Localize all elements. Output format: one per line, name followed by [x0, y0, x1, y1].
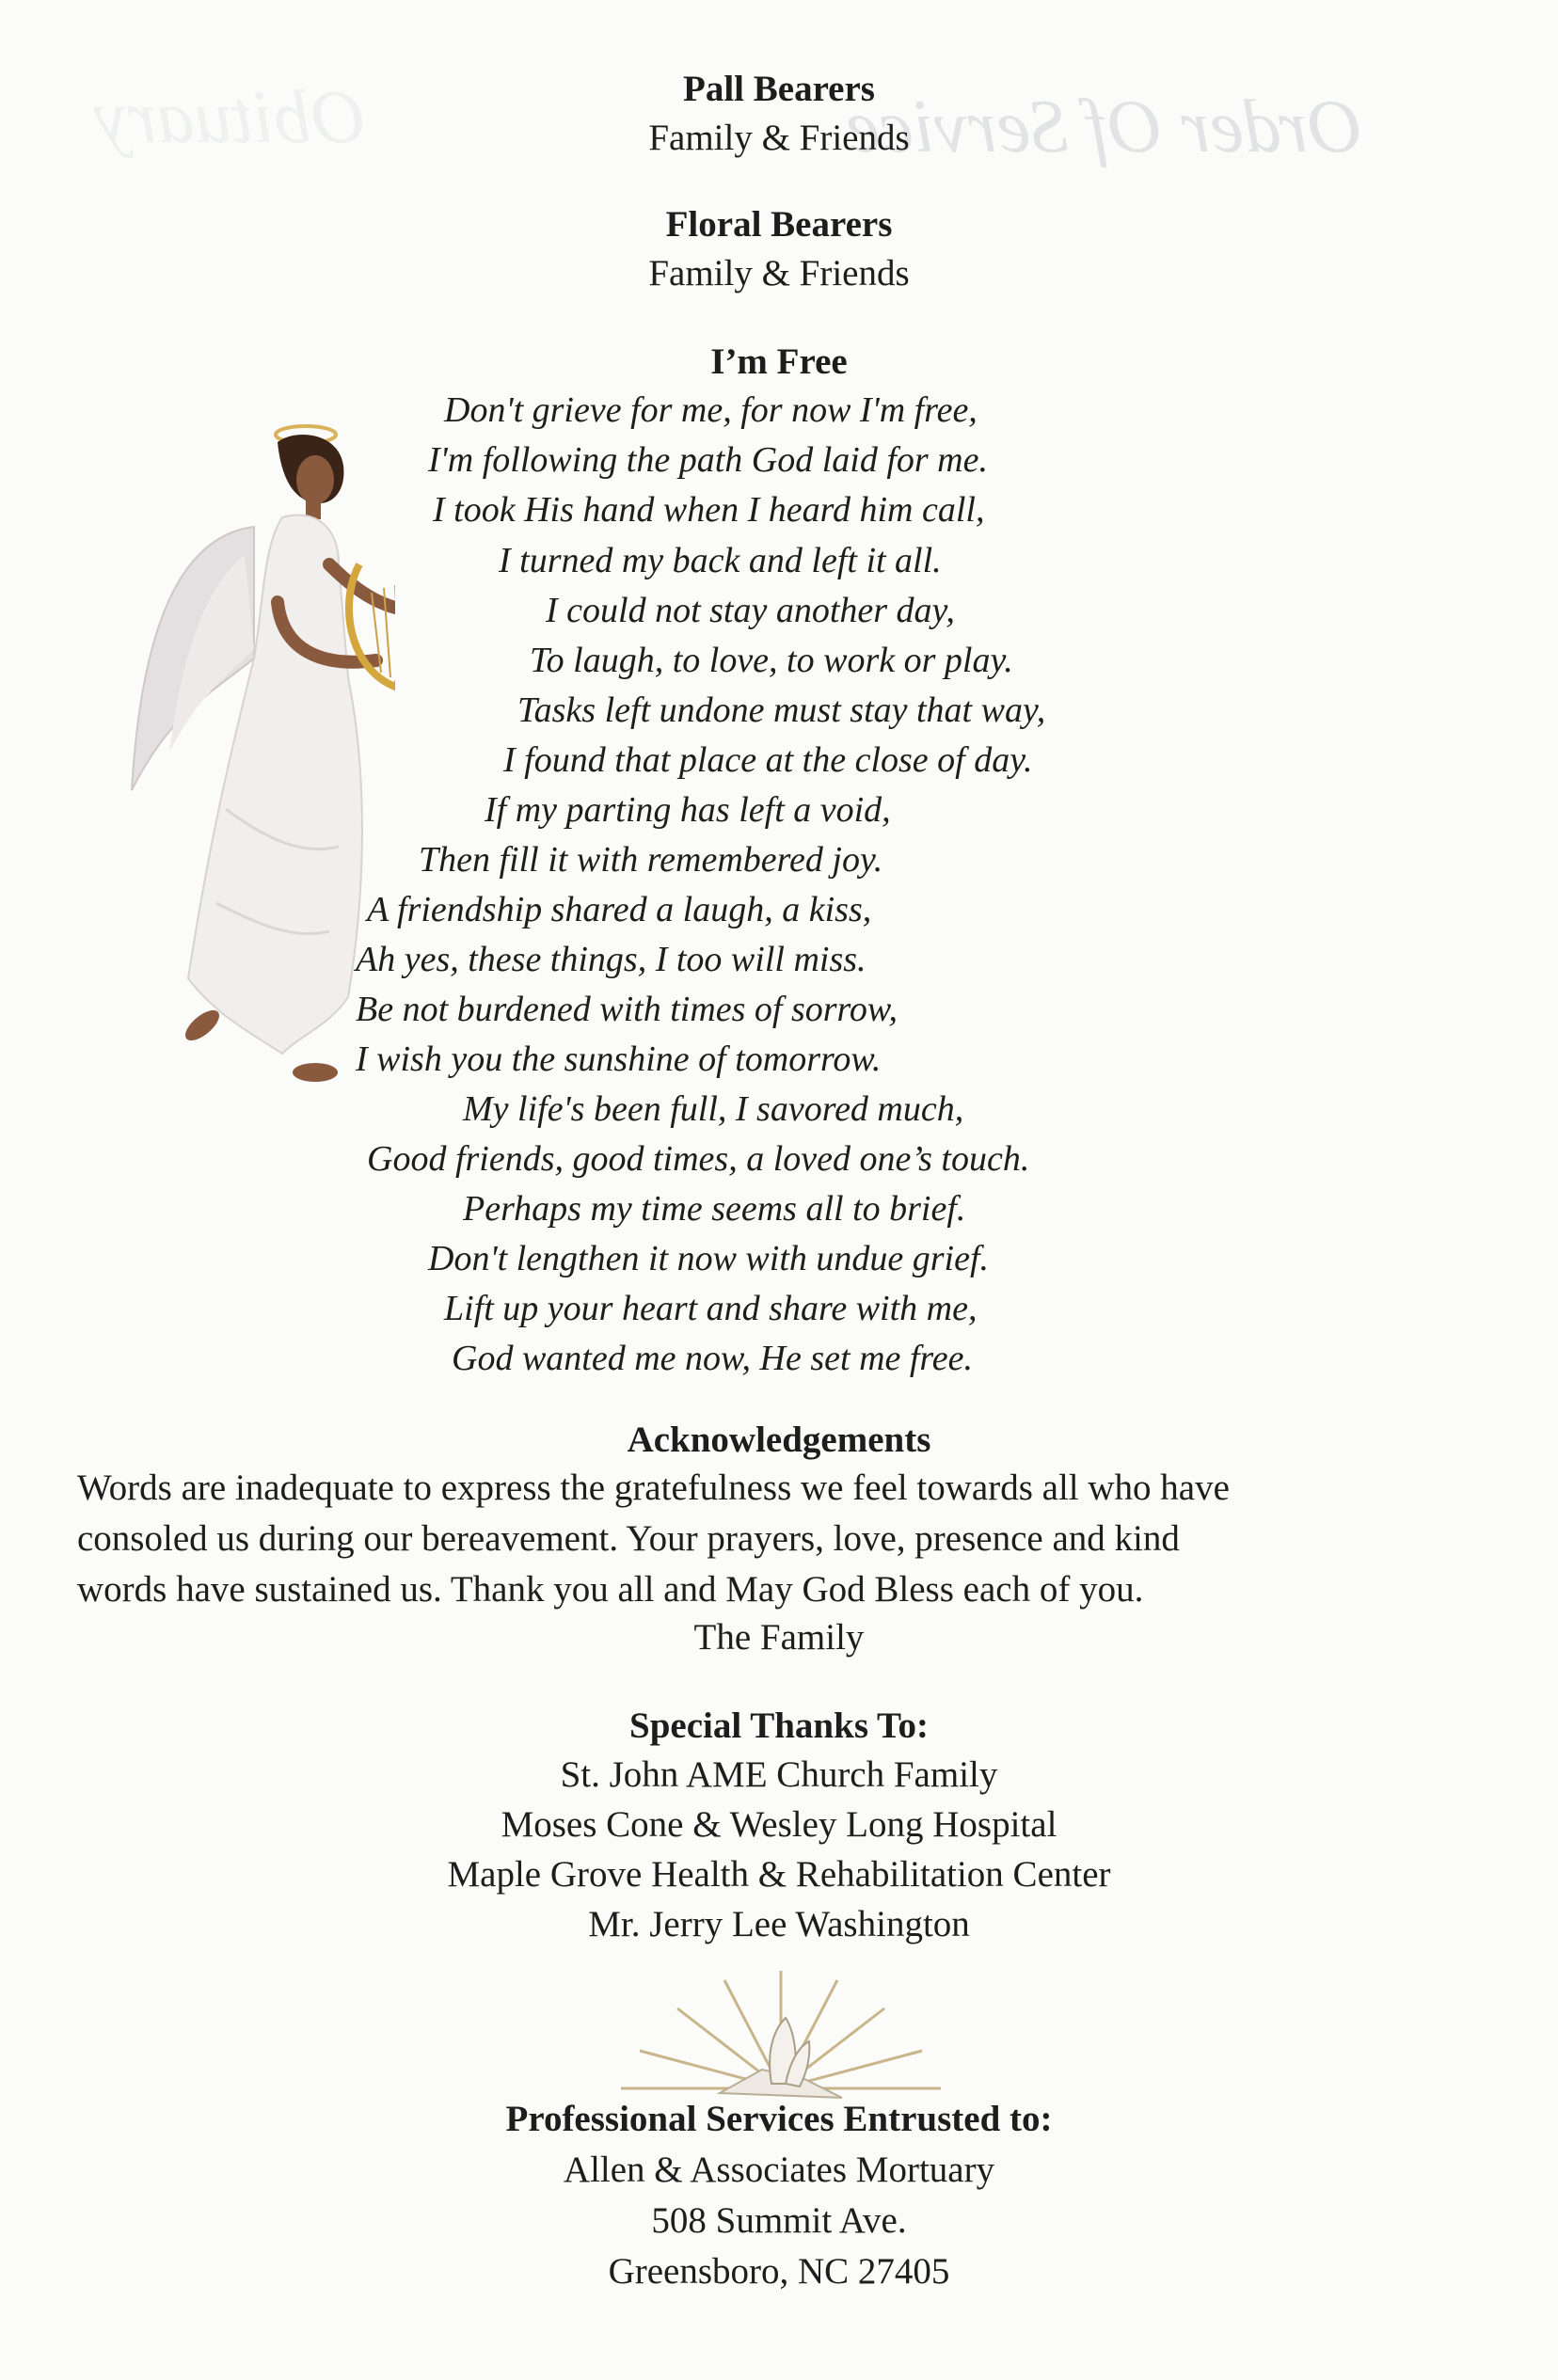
floral-bearers-heading: Floral Bearers [665, 204, 893, 245]
bleed-through-text: Obituary [94, 76, 366, 159]
poem-line: Perhaps my time seems all to brief. [463, 1189, 966, 1229]
special-thanks-heading: Special Thanks To: [629, 1706, 929, 1746]
bleed-through-text: Order Of Service [847, 86, 1362, 168]
poem-line: I found that place at the close of day. [503, 740, 1033, 780]
poem-line: Don't grieve for me, for now I'm free, [444, 390, 978, 430]
acknowledgements-line: consoled us during our bereavement. Your prayers, love, presence and kind [77, 1518, 1180, 1559]
poem-line: Tasks left undone must stay that way, [517, 690, 1046, 730]
floral-bearers-text: Family & Friends [648, 253, 910, 294]
poem-line: If my parting has left a void, [485, 790, 891, 830]
special-thanks-item: Moses Cone & Wesley Long Hospital [501, 1804, 1057, 1845]
poem-line: I could not stay another day, [546, 591, 955, 630]
pall-bearers-heading: Pall Bearers [683, 69, 875, 109]
mortuary-street: 508 Summit Ave. [651, 2200, 907, 2241]
praying-hands-icon [612, 1966, 950, 2107]
acknowledgements-line: Words are inadequate to express the gratefulness we feel towards all who have [77, 1468, 1230, 1508]
angel-with-harp-illustration [113, 414, 395, 1101]
acknowledgements-body [77, 1463, 1488, 1615]
acknowledgements-signature: The Family [693, 1617, 865, 1658]
poem-line: I'm following the path God laid for me. [428, 440, 988, 480]
poem-line: My life's been full, I savored much, [463, 1089, 964, 1129]
mortuary-city: Greensboro, NC 27405 [608, 2251, 950, 2292]
mortuary-name: Allen & Associates Mortuary [563, 2150, 995, 2190]
poem-line: I turned my back and left it all. [499, 541, 942, 580]
poem-line: Then fill it with remembered joy. [419, 840, 883, 880]
pall-bearers-text: Family & Friends [648, 118, 910, 158]
poem-title: I’m Free [710, 341, 848, 382]
poem-line: Don't lengthen it now with undue grief. [428, 1239, 990, 1278]
poem-line: A friendship shared a laugh, a kiss, [367, 890, 872, 929]
poem-line: I took His hand when I heard him call, [433, 490, 985, 530]
poem-line: Be not burdened with times of sorrow, [356, 990, 898, 1029]
poem-line: I wish you the sunshine of tomorrow. [356, 1039, 882, 1079]
poem-line: God wanted me now, He set me free. [452, 1339, 974, 1378]
special-thanks-item: St. John AME Church Family [560, 1754, 998, 1795]
special-thanks-item: Maple Grove Health & Rehabilitation Center [447, 1854, 1111, 1895]
poem-line: Good friends, good times, a loved one’s touch. [367, 1139, 1030, 1179]
special-thanks-item: Mr. Jerry Lee Washington [588, 1904, 970, 1944]
professional-services-heading: Professional Services Entrusted to: [505, 2099, 1053, 2139]
acknowledgements-heading: Acknowledgements [627, 1420, 931, 1460]
poem-line: Lift up your heart and share with me, [444, 1289, 978, 1328]
poem-line: To laugh, to love, to work or play. [530, 641, 1013, 680]
poem-line: Ah yes, these things, I too will miss. [356, 940, 866, 979]
acknowledgements-line: words have sustained us. Thank you all and May God Bless each of you. [77, 1569, 1144, 1610]
